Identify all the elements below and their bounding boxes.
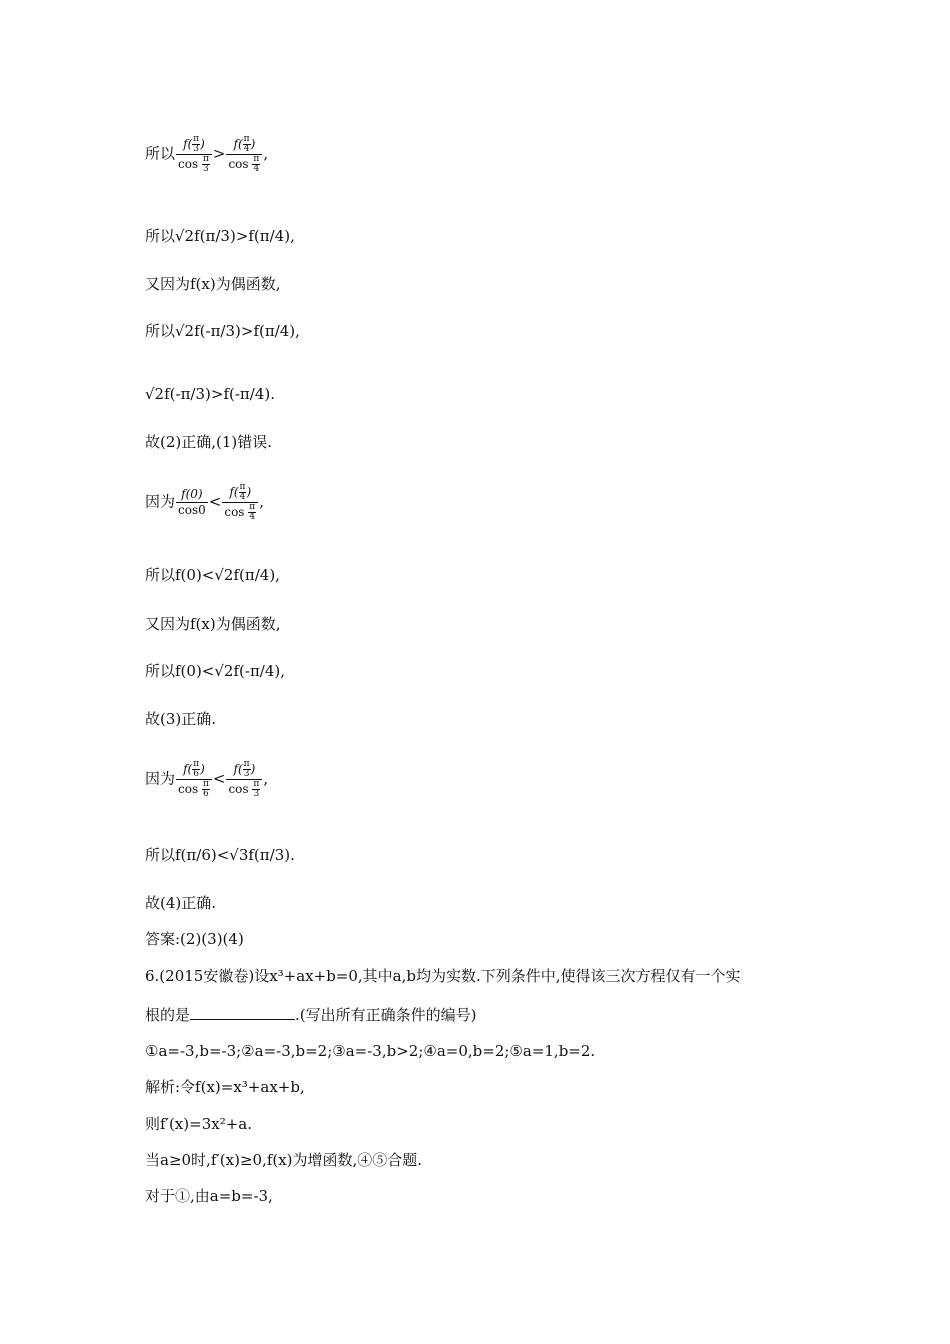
line-6: 故(2)正确,(1)错误. [145, 433, 273, 451]
solution-line-2: 则f′(x)=3x²+a. [145, 1115, 252, 1133]
answer-blank [190, 1005, 295, 1020]
fraction-f-pi3-over-cos-pi3: f( $\frac{\pi}{3}$ ) cos $\frac{\pi}{3}$ [176, 135, 212, 174]
question-6: 6.(2015安徽卷)设x³+ax+b=0,其中a,b均为实数.下列条件中,使得该三次方程仅有一个实 [145, 967, 741, 985]
line-13: 所以f(π/6)<√3f(π/3). [145, 846, 295, 864]
line-15: 答案:(2)(3)(4) [145, 930, 244, 948]
line-7: 因为 $\frac{f(0)}{\cos 0}$ < f( $\frac{\pi}{4}$ ) cos $\frac{\pi}{4}$ , [145, 482, 264, 522]
line-14: 故(4)正确. [145, 894, 217, 912]
solution-line-1: 解析:令f(x)=x³+ax+b, [145, 1078, 305, 1096]
line-5: √2f(-π/3)>f(-π/4). [145, 385, 275, 403]
fraction-f-pi4-over-cos-pi4: f( $\frac{\pi}{4}$ ) cos $\frac{\pi}{4}$ [222, 483, 258, 522]
line-9: 又因为f(x)为偶函数, [145, 615, 281, 633]
question-6-cont: 根的是 .(写出所有正确条件的编号) [145, 1006, 477, 1024]
solution-line-4: 对于①,由a=b=-3, [145, 1187, 273, 1205]
fraction-f0-over-cos0: $\frac{f(0)}{\cos 0}$ [178, 487, 206, 517]
line-3: 又因为f(x)为偶函数, [145, 275, 281, 293]
fraction-f-pi3-over-cos-pi3: f( $\frac{\pi}{3}$ ) cos $\frac{\pi}{3}$ [226, 760, 262, 799]
solution-line-3: 当a≥0时,f′(x)≥0,f(x)为增函数,④⑤合题. [145, 1151, 423, 1169]
text-prefix: 因为 [145, 769, 176, 788]
text-prefix: 所以 [145, 144, 176, 163]
fraction-f-pi6-over-cos-pi6: f( $\frac{\pi}{6}$ ) cos $\frac{\pi}{6}$ [176, 760, 212, 799]
line-1: 所以 f( $\frac{\pi}{3}$ ) cos $\frac{\pi}{3}$ > f( $\frac{\pi}{4}$ ) cos $\frac{\pi}{4}$ , [145, 134, 269, 174]
line-8: 所以f(0)<√2f(π/4), [145, 566, 280, 584]
line-11: 故(3)正确. [145, 710, 217, 728]
line-12: 因为 f( $\frac{\pi}{6}$ ) cos $\frac{\pi}{6}$ < f( $\frac{\pi}{3}$ ) cos $\frac{\pi}{3}$ , [145, 759, 269, 799]
line-2: 所以√2f(π/3)>f(π/4), [145, 227, 295, 245]
options-line: ①a=-3,b=-3;②a=-3,b=2;③a=-3,b>2;④a=0,b=2;⑤a=1,b=2. [145, 1042, 596, 1060]
text-prefix: 因为 [145, 492, 176, 511]
line-10: 所以f(0)<√2f(-π/4), [145, 662, 286, 680]
line-4: 所以√2f(-π/3)>f(π/4), [145, 322, 300, 340]
fraction-f-pi4-over-cos-pi4: f( $\frac{\pi}{4}$ ) cos $\frac{\pi}{4}$ [226, 135, 262, 174]
